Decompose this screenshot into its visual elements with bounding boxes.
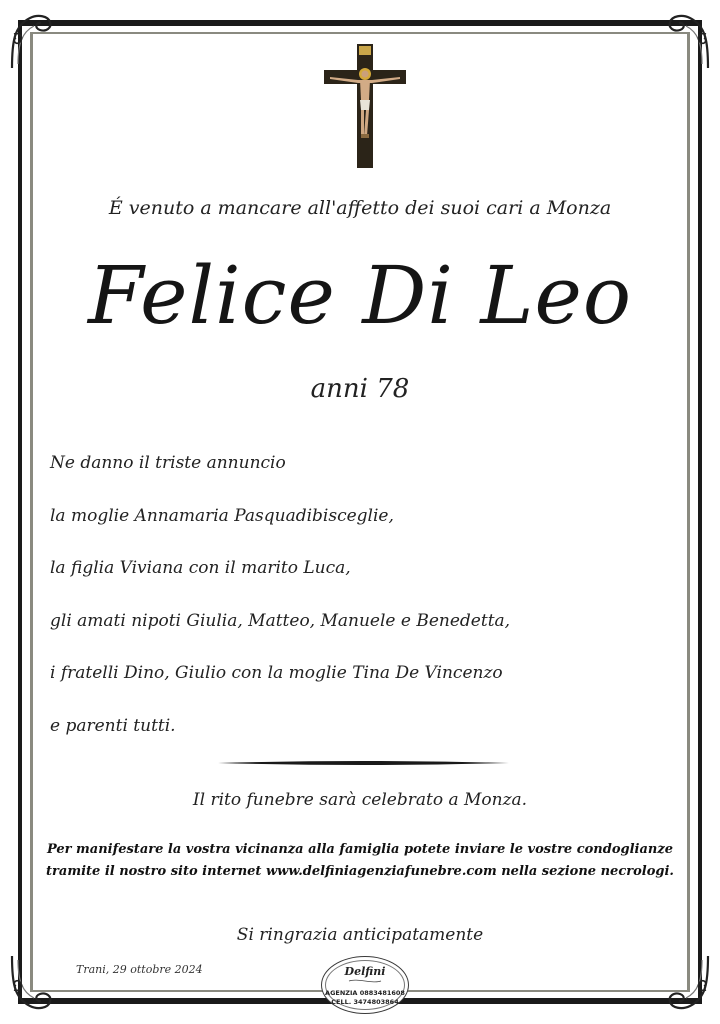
announcement-line: i fratelli Dino, Giulio con la moglie Tina De Vincenzo bbox=[50, 663, 503, 683]
intro-text: É venuto a mancare all'affetto dei suoi cari a Monza bbox=[108, 197, 612, 219]
condolences-line: Per manifestare la vostra vicinanza alla famiglia potete inviare le vostre condoglianze bbox=[46, 842, 674, 857]
condolences-notice bbox=[30, 839, 690, 883]
agency-seal bbox=[317, 956, 413, 1016]
announcement-line: la moglie Annamaria Pasquadibisceglie, bbox=[50, 505, 394, 526]
agency-cell: CELL. 3474803864 bbox=[331, 998, 399, 1006]
deceased-name: Felice Di Leo bbox=[87, 249, 632, 342]
announcement-line: Ne danno il triste annuncio bbox=[50, 453, 286, 473]
agency-contacts bbox=[317, 989, 413, 1007]
agency-phone: AGENZIA 0883481608 bbox=[325, 989, 405, 997]
crucifix-icon bbox=[322, 44, 408, 168]
date-place: Trani, 29 ottobre 2024 bbox=[76, 963, 203, 976]
thanks-text: Si ringrazia anticipatamente bbox=[236, 925, 484, 945]
corner-ornament-icon bbox=[8, 952, 54, 1012]
corner-ornament-icon bbox=[8, 12, 54, 72]
corner-ornament-icon bbox=[666, 952, 712, 1012]
swirl-icon bbox=[347, 978, 383, 984]
deceased-age: anni 78 bbox=[310, 374, 410, 404]
condolences-line: tramite il nostro sito internet www.delfiniagenziafunebre.com nella sezione necrologi. bbox=[46, 864, 674, 879]
announcement-line: gli amati nipoti Giulia, Matteo, Manuele e Benedetta, bbox=[50, 610, 511, 631]
announcement-line: la figlia Viviana con il marito Luca, bbox=[50, 558, 351, 578]
announcement-list bbox=[50, 448, 610, 763]
agency-logo: Delfini bbox=[344, 965, 386, 978]
corner-ornament-icon bbox=[666, 12, 712, 72]
funeral-notice: Il rito funebre sarà celebrato a Monza. bbox=[192, 790, 528, 810]
announcement-line: e parenti tutti. bbox=[50, 715, 176, 736]
divider bbox=[218, 760, 510, 766]
